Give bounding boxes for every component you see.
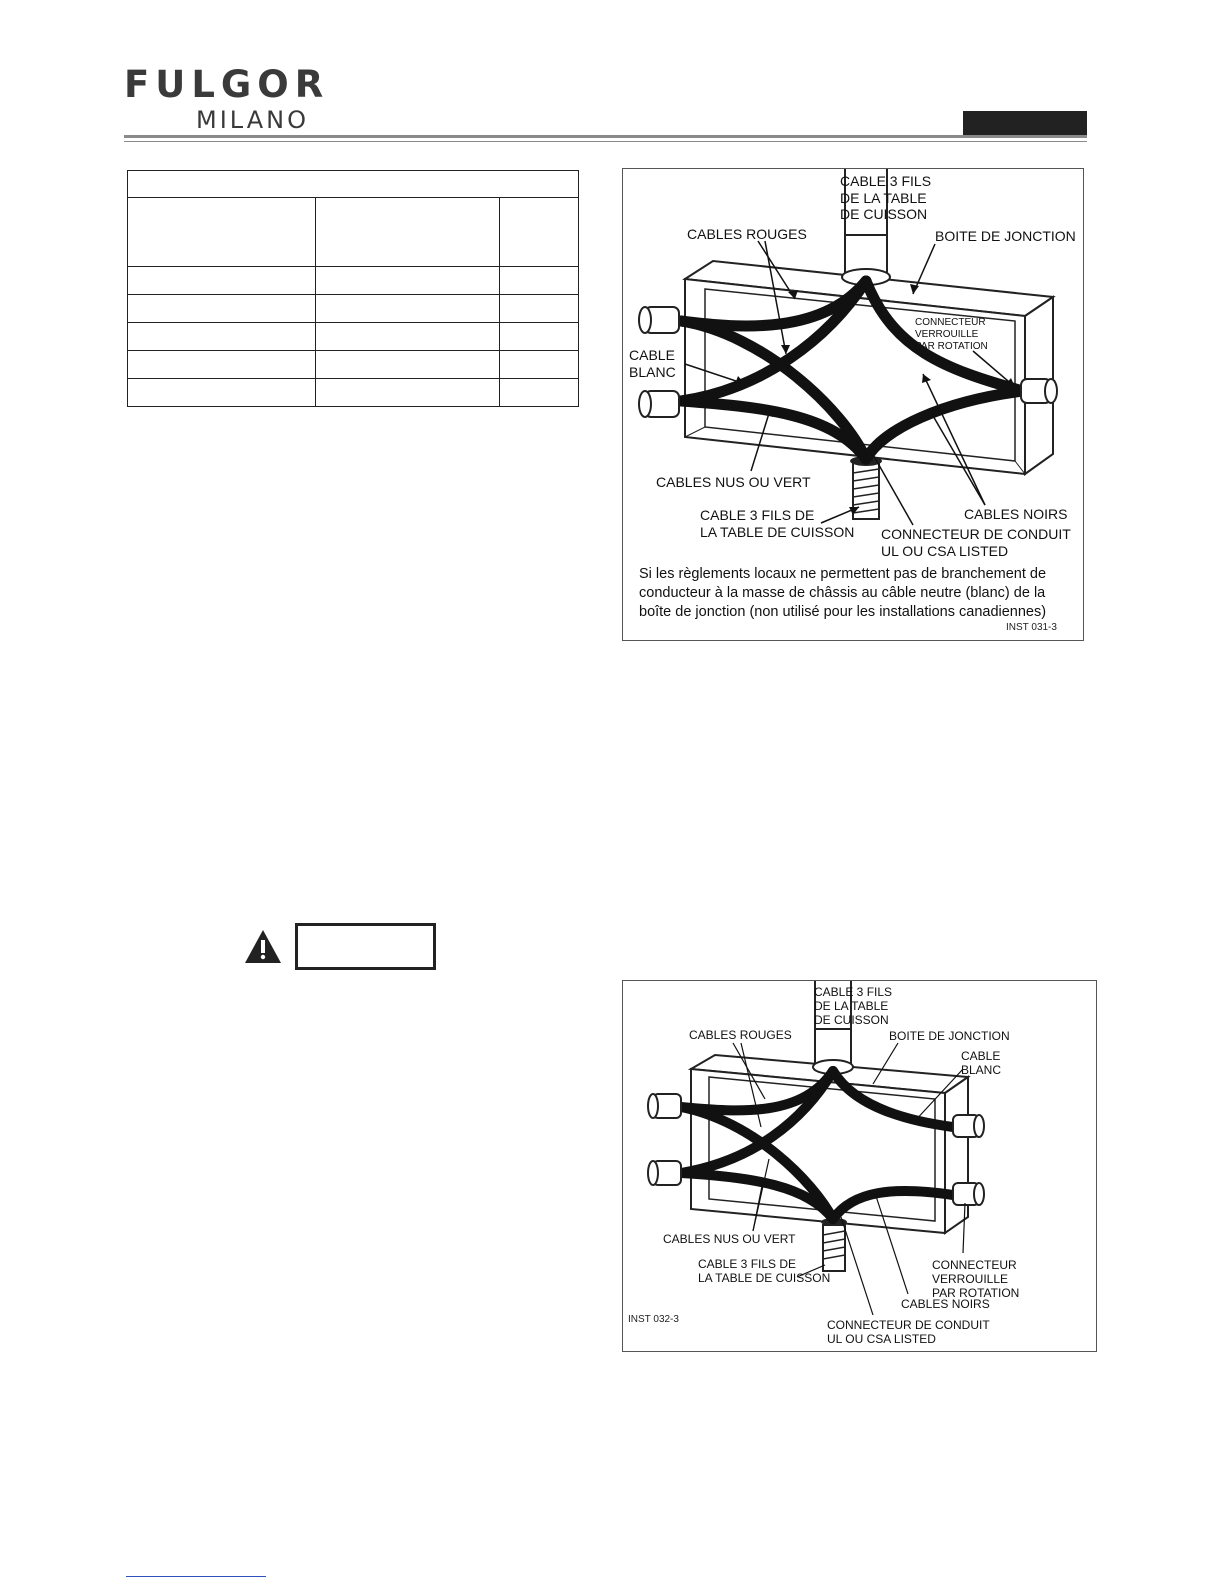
- table-cell: [128, 295, 316, 323]
- label-cable-bottom: CABLE 3 FILS DE LA TABLE DE CUISSON: [698, 1257, 831, 1286]
- label-cable-bottom: CABLE 3 FILS DE LA TABLE DE CUISSON: [700, 507, 855, 540]
- warning-label-box: [295, 923, 436, 970]
- label-cables-nus: CABLES NUS OU VERT: [656, 474, 811, 490]
- figure-code: INST 031-3: [1006, 622, 1057, 633]
- label-cable-blanc: CABLE BLANC: [629, 347, 676, 380]
- table-row: [128, 351, 579, 379]
- footer-link-underline: [126, 1576, 266, 1577]
- table-cell: [500, 295, 579, 323]
- junction-box-diagram-2: [622, 980, 1097, 1352]
- junction-box-diagram-1: [622, 168, 1084, 641]
- header-rule: [124, 135, 1087, 138]
- section-tab: [963, 111, 1087, 135]
- spec-table: [127, 170, 579, 407]
- warning-icon: [243, 928, 283, 966]
- table-cell: [500, 198, 579, 267]
- label-connecteur-verrouille: CONNECTEUR VERROUILLE PAR ROTATION: [932, 1258, 1020, 1301]
- label-boite-jonction: BOITE DE JONCTION: [889, 1029, 1010, 1043]
- table-cell: [500, 351, 579, 379]
- table-cell: [500, 267, 579, 295]
- label-connecteur-verrouille: CONNECTEUR VERROUILLE PAR ROTATION: [915, 317, 988, 352]
- table-cell: [316, 351, 500, 379]
- table-row: [128, 295, 579, 323]
- table-cell: [128, 171, 579, 198]
- table-row: [128, 379, 579, 407]
- label-cable-blanc: CABLE BLANC: [961, 1049, 1002, 1078]
- label-connecteur-conduit: CONNECTEUR DE CONDUIT UL OU CSA LISTED: [827, 1318, 990, 1347]
- table-cell: [316, 198, 500, 267]
- label-cables-rouges: CABLES ROUGES: [689, 1028, 792, 1042]
- table-cell: [128, 267, 316, 295]
- table-cell: [316, 323, 500, 351]
- label-connecteur-conduit: CONNECTEUR DE CONDUIT UL OU CSA LISTED: [881, 526, 1071, 559]
- label-cables-nus: CABLES NUS OU VERT: [663, 1232, 796, 1246]
- table-row: [128, 323, 579, 351]
- brand-logo: FULGOR: [124, 63, 330, 106]
- table-cell: [316, 295, 500, 323]
- table-cell: [128, 198, 316, 267]
- label-cables-rouges: CABLES ROUGES: [687, 226, 807, 242]
- label-cable-top: CABLE 3 FILS DE LA TABLE DE CUISSON: [814, 985, 893, 1028]
- figure-note: Si les règlements locaux ne permettent pas de branchement de conducteur à la masse de châssis au câble neutre (blanc) de la boîte de jonction (non utilisé pour les installations canadiennes): [639, 566, 1047, 620]
- table-row: [128, 267, 579, 295]
- label-cables-noirs: CABLES NOIRS: [901, 1297, 990, 1311]
- header-rule-thin: [124, 141, 1087, 142]
- table-cell: [316, 379, 500, 407]
- table-column-row: [128, 198, 579, 267]
- label-cables-noirs: CABLES NOIRS: [964, 506, 1068, 522]
- table-cell: [128, 351, 316, 379]
- table-header-row: [128, 171, 579, 198]
- table-cell: [128, 323, 316, 351]
- label-cable-top: CABLE 3 FILS DE LA TABLE DE CUISSON: [840, 173, 932, 223]
- table-cell: [128, 379, 316, 407]
- table-cell: [500, 323, 579, 351]
- brand-subtitle: MILANO: [196, 106, 309, 134]
- figure-code: INST 032-3: [628, 1314, 679, 1325]
- table-cell: [500, 379, 579, 407]
- table-cell: [316, 267, 500, 295]
- label-boite-jonction: BOITE DE JONCTION: [935, 228, 1076, 244]
